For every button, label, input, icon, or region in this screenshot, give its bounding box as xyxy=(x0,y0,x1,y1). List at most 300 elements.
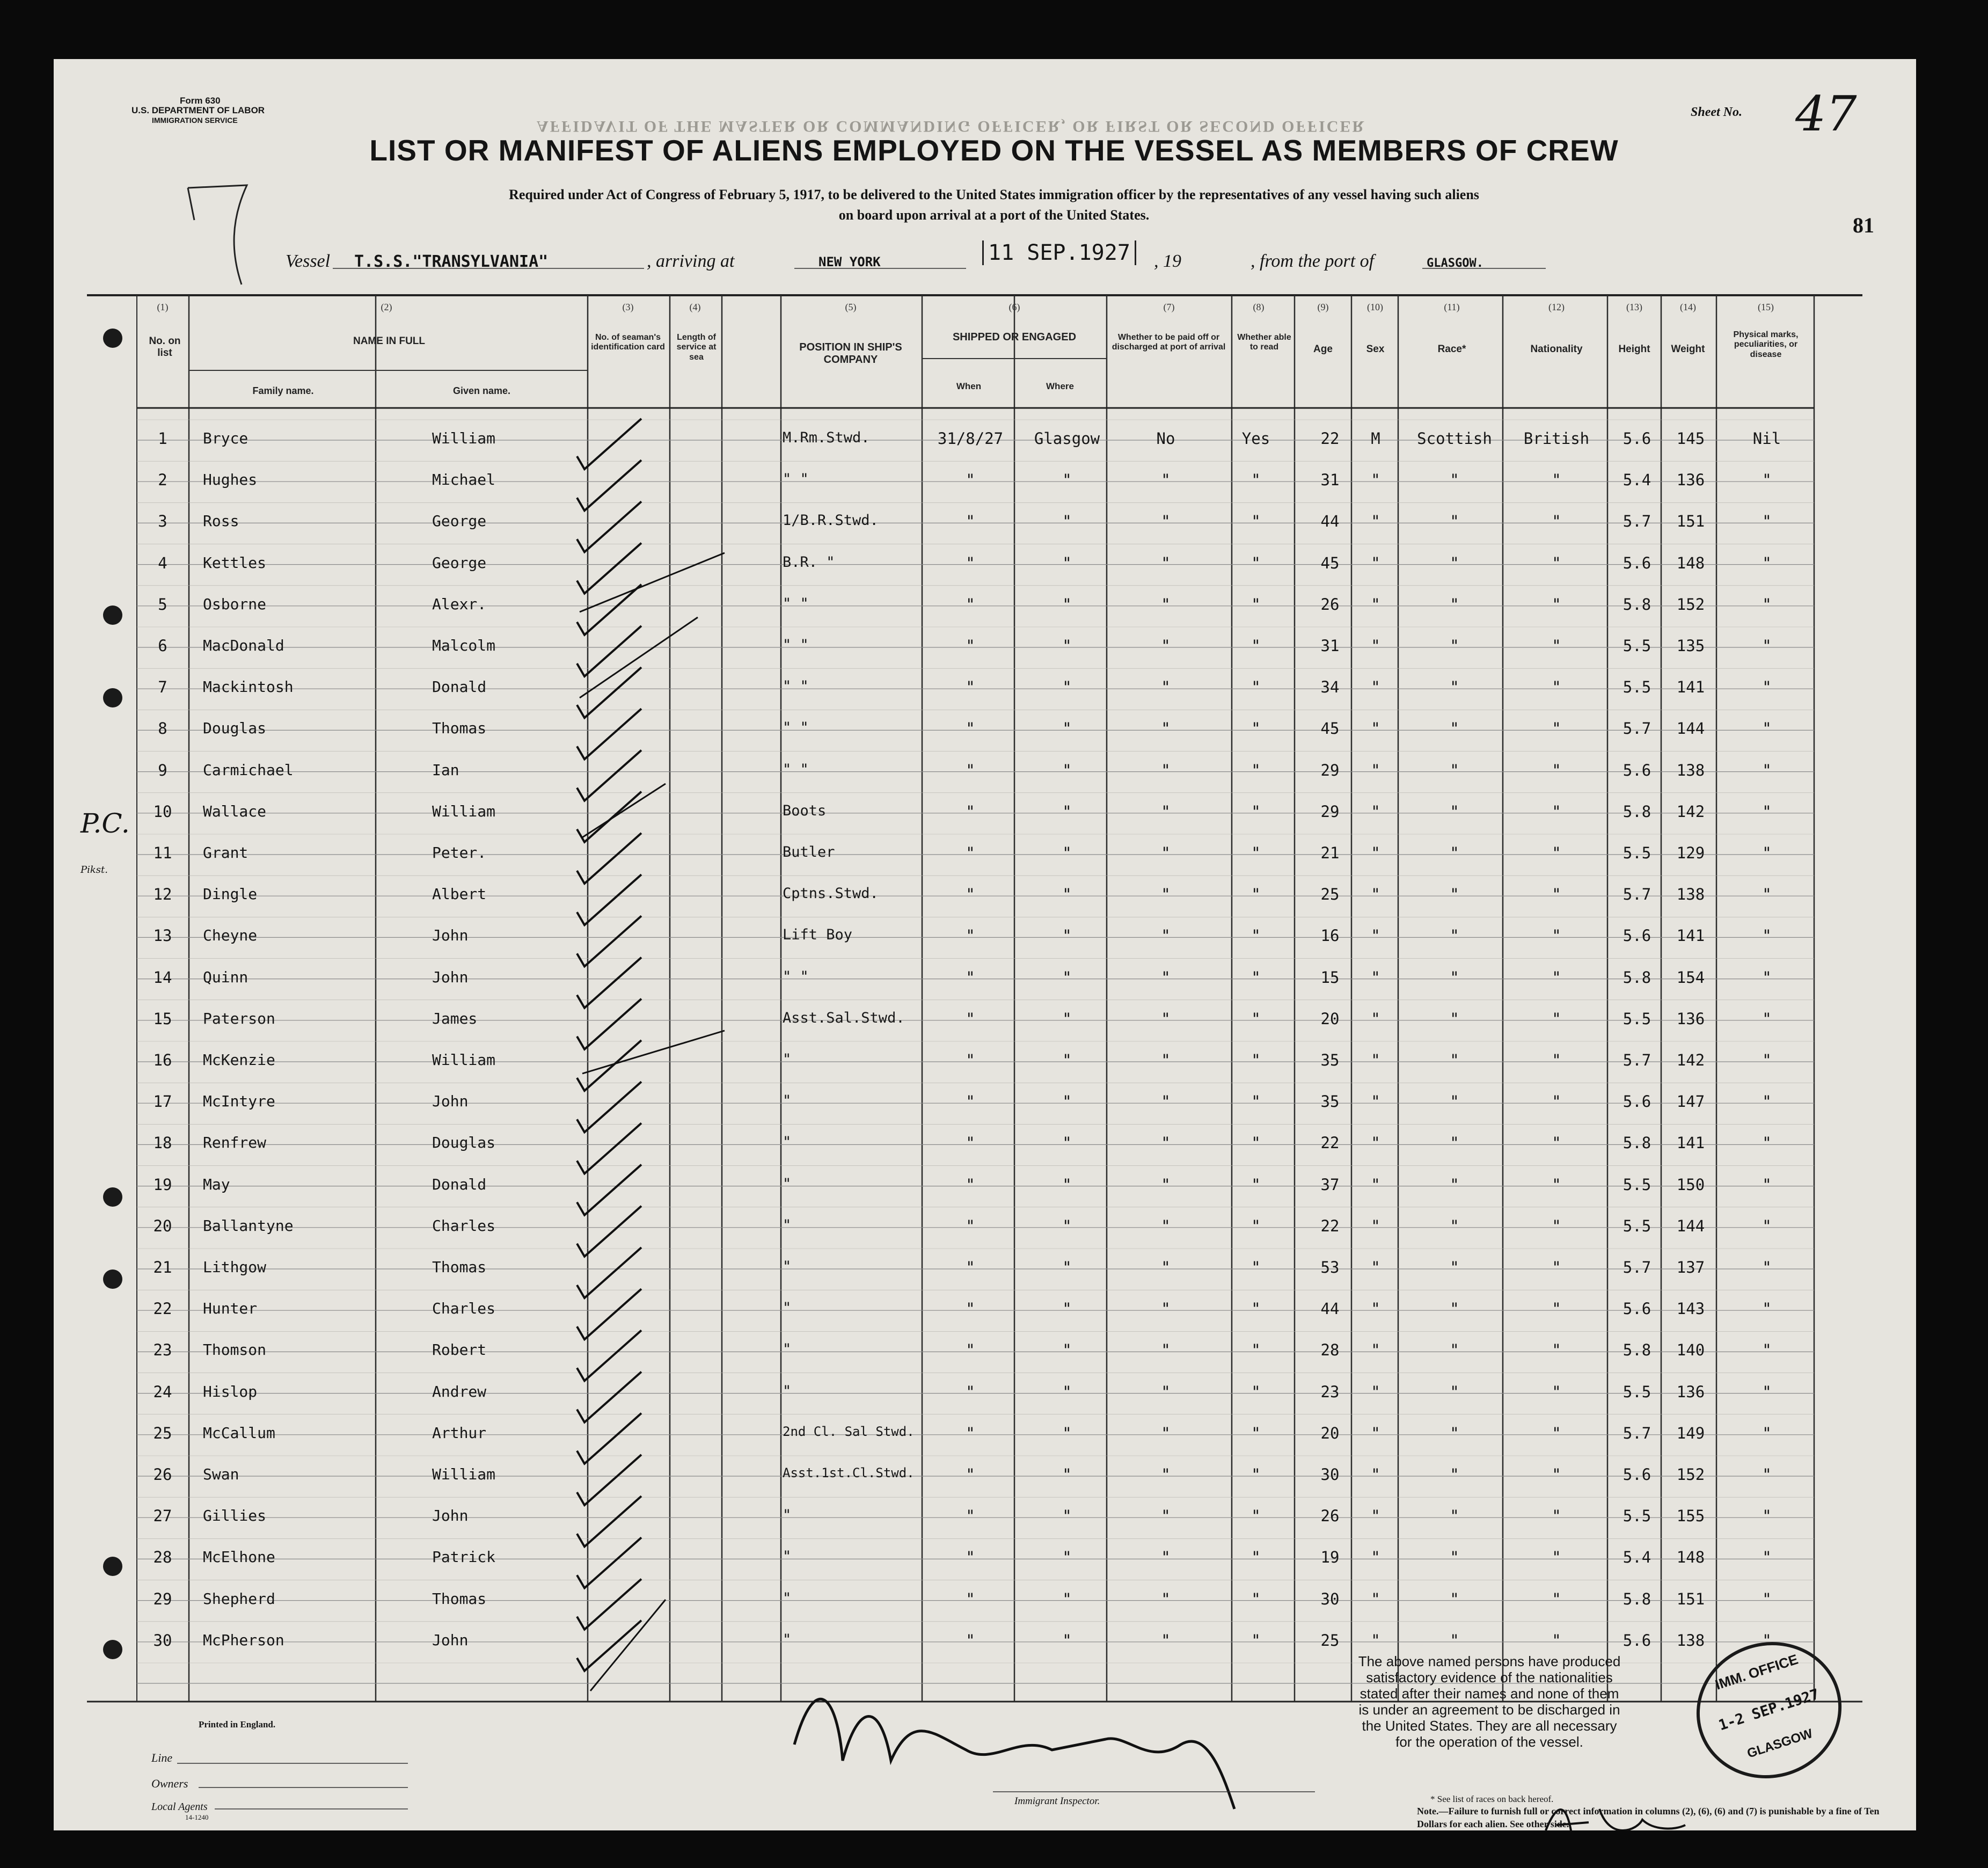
given-name: George xyxy=(432,512,487,530)
shipped-when: " xyxy=(966,553,975,572)
height: 5.8 xyxy=(1622,1589,1651,1608)
family-name: McCallum xyxy=(203,1424,275,1442)
height: 5.5 xyxy=(1622,678,1651,697)
physical-marks: " xyxy=(1762,1465,1772,1484)
position-in-company: " xyxy=(783,1092,792,1110)
shipped-when: " xyxy=(966,1092,975,1111)
certification-line: is under an agreement to be discharged in xyxy=(1358,1702,1620,1718)
shipped-when: " xyxy=(966,1507,975,1526)
footer-agents-label: Local Agents xyxy=(151,1801,208,1813)
department-label: U.S. DEPARTMENT OF LABOR xyxy=(131,105,265,115)
row-number: 21 xyxy=(153,1258,172,1276)
weight: 143 xyxy=(1676,1300,1705,1318)
shipped-where: " xyxy=(1062,844,1072,862)
position-in-company: " " xyxy=(783,678,809,695)
row-number: 27 xyxy=(153,1507,172,1526)
age: 37 xyxy=(1320,1175,1340,1194)
age: 28 xyxy=(1320,1341,1340,1360)
header-sex: Sex xyxy=(1366,344,1385,355)
able-to-read: " xyxy=(1251,719,1261,738)
nationality: " xyxy=(1552,719,1561,738)
height: 5.7 xyxy=(1622,1258,1651,1276)
sex: " xyxy=(1371,802,1380,821)
weight: 140 xyxy=(1676,1341,1705,1360)
height: 5.5 xyxy=(1622,637,1651,655)
stamp-office: IMM. OFFICE xyxy=(1713,1651,1800,1693)
able-to-read: " xyxy=(1251,844,1261,862)
family-name: Ross xyxy=(203,512,239,530)
service-label: IMMIGRATION SERVICE xyxy=(152,116,238,125)
weight: 151 xyxy=(1676,1589,1705,1608)
able-to-read: " xyxy=(1251,968,1261,987)
shipped-where: " xyxy=(1062,678,1072,697)
family-name: Mackintosh xyxy=(203,678,294,696)
header-where: Where xyxy=(1046,381,1074,391)
column-number: (11) xyxy=(1444,302,1460,312)
given-name: Michael xyxy=(432,471,496,489)
shipped-where: " xyxy=(1062,1382,1072,1401)
weight: 148 xyxy=(1676,1548,1705,1567)
race: " xyxy=(1450,926,1459,945)
sheet-number: 47 xyxy=(1795,86,1857,142)
paid-off: " xyxy=(1161,719,1171,738)
inspector-signature xyxy=(794,1699,1234,1809)
age: 20 xyxy=(1320,1009,1340,1028)
paid-off: No xyxy=(1156,429,1175,448)
header-shipped-engaged: SHIPPED OR ENGAGED xyxy=(952,331,1077,343)
row-number: 3 xyxy=(158,512,167,531)
certification-line: for the operation of the vessel. xyxy=(1395,1734,1583,1750)
form-number: Form 630 xyxy=(180,96,221,106)
nationality: " xyxy=(1552,1009,1561,1028)
weight: 150 xyxy=(1676,1175,1705,1194)
given-name: Malcolm xyxy=(432,637,496,654)
given-name: William xyxy=(432,429,496,447)
able-to-read: " xyxy=(1251,1009,1261,1028)
able-to-read: " xyxy=(1251,1216,1261,1235)
sex: " xyxy=(1371,1589,1380,1608)
paid-off: " xyxy=(1161,595,1171,614)
race: " xyxy=(1450,1341,1459,1360)
shipped-where: " xyxy=(1062,719,1072,738)
family-name: Douglas xyxy=(203,719,267,738)
paid-off: " xyxy=(1161,1092,1171,1111)
height: 5.6 xyxy=(1622,1300,1651,1318)
shipped-where: " xyxy=(1062,761,1072,779)
race: " xyxy=(1450,512,1459,531)
age: 45 xyxy=(1320,553,1340,572)
physical-marks: " xyxy=(1762,885,1772,904)
shipped-where: " xyxy=(1062,1092,1072,1111)
family-name: Carmichael xyxy=(203,761,294,779)
height: 5.7 xyxy=(1622,719,1651,738)
shipped-when: " xyxy=(966,1548,975,1567)
height: 5.6 xyxy=(1622,553,1651,572)
certification-line: The above named persons have produced xyxy=(1358,1653,1621,1669)
header-family-name: Family name. xyxy=(252,385,314,396)
race: " xyxy=(1450,1134,1459,1152)
race: " xyxy=(1450,1507,1459,1526)
nationality: " xyxy=(1552,885,1561,904)
physical-marks: " xyxy=(1762,1092,1772,1111)
column-number: (13) xyxy=(1626,302,1642,312)
shipped-when: " xyxy=(966,885,975,904)
header-position: POSITION IN SHIP'S COMPANY xyxy=(799,341,902,366)
sex: " xyxy=(1371,1216,1380,1235)
physical-marks: " xyxy=(1762,1341,1772,1360)
physical-marks: " xyxy=(1762,926,1772,945)
paid-off: " xyxy=(1161,1341,1171,1360)
race: " xyxy=(1450,595,1459,614)
pen-stroke xyxy=(582,1031,725,1074)
row-number: 9 xyxy=(158,761,167,779)
position-in-company: " " xyxy=(783,719,809,736)
physical-marks: " xyxy=(1762,844,1772,862)
bleed-through-text: AFFIDAVIT OF THE MASTER OR COMMANDING OFFICER, OR FIRST OR SECOND OFFICER xyxy=(537,118,1366,135)
position-in-company: 1/B.R.Stwd. xyxy=(783,512,879,529)
paid-off: " xyxy=(1161,1134,1171,1152)
height: 5.8 xyxy=(1622,1341,1651,1360)
row-number: 24 xyxy=(153,1382,172,1401)
given-name: Andrew xyxy=(432,1382,487,1400)
page-corner-number: 81 xyxy=(1853,213,1874,237)
stamp-date: 1-2 SEP.1927 xyxy=(1716,1685,1822,1734)
footer-agents-ref: 14-1240 xyxy=(185,1813,209,1821)
sex: " xyxy=(1371,719,1380,738)
nationality: " xyxy=(1552,1341,1561,1360)
race: " xyxy=(1450,1092,1459,1111)
race: " xyxy=(1450,1424,1459,1442)
paid-off: " xyxy=(1161,1175,1171,1194)
header-able-read: Whether able to read xyxy=(1237,333,1291,352)
height: 5.4 xyxy=(1622,1548,1651,1567)
race: " xyxy=(1450,802,1459,821)
shipped-when: " xyxy=(966,1631,975,1650)
nationality: " xyxy=(1552,1548,1561,1567)
given-name: Ian xyxy=(432,761,459,779)
position-in-company: " xyxy=(783,1382,792,1399)
nationality: " xyxy=(1552,1589,1561,1608)
physical-marks: " xyxy=(1762,1216,1772,1235)
sex: " xyxy=(1371,1051,1380,1069)
paid-off: " xyxy=(1161,761,1171,779)
paid-off: " xyxy=(1161,1258,1171,1276)
given-name: Thomas xyxy=(432,1589,487,1608)
shipped-when: " xyxy=(966,678,975,697)
row-number: 30 xyxy=(153,1631,172,1650)
header-length-service: Length of service at sea xyxy=(676,333,717,362)
family-name: McPherson xyxy=(203,1631,284,1649)
able-to-read: " xyxy=(1251,1424,1261,1442)
nationality: " xyxy=(1552,553,1561,572)
race: " xyxy=(1450,678,1459,697)
sex: " xyxy=(1371,1341,1380,1360)
shipped-when: " xyxy=(966,719,975,738)
physical-marks: " xyxy=(1762,1548,1772,1567)
column-number: (2) xyxy=(381,302,392,312)
binder-hole xyxy=(103,605,122,625)
shipped-where: " xyxy=(1062,968,1072,987)
penalty-note: Note.—Failure to furnish full or correct information in columns (2), (6), (6) and (7) is punishable by a fine of Ten Dollars for each alien. See other side. xyxy=(1417,1806,1880,1829)
family-name: Osborne xyxy=(203,595,267,613)
family-name: Paterson xyxy=(203,1009,275,1027)
given-name: Donald xyxy=(432,1175,487,1193)
header-id-card: No. of seaman's identification card xyxy=(591,333,665,352)
age: 30 xyxy=(1320,1589,1340,1608)
able-to-read: " xyxy=(1251,1589,1261,1608)
row-number: 7 xyxy=(158,678,167,697)
given-name: John xyxy=(432,1092,469,1111)
weight: 149 xyxy=(1676,1424,1705,1442)
paid-off: " xyxy=(1161,1009,1171,1028)
family-name: Swan xyxy=(203,1465,239,1483)
sex: " xyxy=(1371,1009,1380,1028)
shipped-when: " xyxy=(966,471,975,490)
shipped-where: " xyxy=(1062,512,1072,531)
column-number: (12) xyxy=(1548,302,1565,312)
position-in-company: M.Rm.Stwd. xyxy=(783,429,870,446)
sex: " xyxy=(1371,844,1380,862)
height: 5.7 xyxy=(1622,885,1651,904)
paid-off: " xyxy=(1161,1051,1171,1069)
nationality: " xyxy=(1552,968,1561,987)
shipped-where: " xyxy=(1062,926,1072,945)
position-in-company: " xyxy=(783,1051,792,1068)
shipped-where: " xyxy=(1062,802,1072,821)
race: " xyxy=(1450,1009,1459,1028)
able-to-read: " xyxy=(1251,1134,1261,1152)
physical-marks: " xyxy=(1762,1258,1772,1276)
weight: 144 xyxy=(1676,1216,1705,1235)
column-number: (8) xyxy=(1253,302,1265,312)
position-in-company: Butler xyxy=(783,844,835,860)
row-number: 5 xyxy=(158,595,167,614)
given-name: William xyxy=(432,1051,496,1069)
row-number: 18 xyxy=(153,1134,172,1152)
column-number: (1) xyxy=(157,302,169,312)
nationality: " xyxy=(1552,1216,1561,1235)
row-number: 26 xyxy=(153,1465,172,1484)
race: " xyxy=(1450,968,1459,987)
height: 5.6 xyxy=(1622,926,1651,945)
sex: " xyxy=(1371,926,1380,945)
checkmark-icon xyxy=(577,419,641,469)
given-name: William xyxy=(432,1465,496,1483)
race: " xyxy=(1450,553,1459,572)
paid-off: " xyxy=(1161,471,1171,490)
row-number: 28 xyxy=(153,1548,172,1567)
column-number: (4) xyxy=(689,302,701,312)
able-to-read: " xyxy=(1251,1051,1261,1069)
row-number: 29 xyxy=(153,1589,172,1608)
shipped-where: " xyxy=(1062,595,1072,614)
paid-off: " xyxy=(1161,1424,1171,1442)
shipped-when: " xyxy=(966,844,975,862)
header-when: When xyxy=(956,381,982,391)
given-name: Charles xyxy=(432,1300,496,1318)
able-to-read: " xyxy=(1251,1300,1261,1318)
height: 5.6 xyxy=(1622,1465,1651,1484)
age: 31 xyxy=(1320,637,1340,655)
nationality: " xyxy=(1552,1507,1561,1526)
row-number: 8 xyxy=(158,719,167,738)
shipped-when: " xyxy=(966,926,975,945)
shipped-when: " xyxy=(966,1051,975,1069)
age: 29 xyxy=(1320,761,1340,779)
given-name: Thomas xyxy=(432,1258,487,1276)
able-to-read: " xyxy=(1251,471,1261,490)
given-name: Arthur xyxy=(432,1424,487,1442)
race: " xyxy=(1450,719,1459,738)
able-to-read: " xyxy=(1251,802,1261,821)
pen-stroke xyxy=(580,553,725,612)
position-in-company: " " xyxy=(783,761,809,778)
sex: " xyxy=(1371,1382,1380,1401)
sex: " xyxy=(1371,637,1380,655)
row-number: 16 xyxy=(153,1051,172,1069)
race: " xyxy=(1450,761,1459,779)
shipped-when: " xyxy=(966,1589,975,1608)
given-name: George xyxy=(432,553,487,572)
given-name: Albert xyxy=(432,885,487,903)
able-to-read: " xyxy=(1251,1548,1261,1567)
stamp-place: GLASGOW xyxy=(1745,1726,1815,1761)
row-number: 6 xyxy=(158,637,167,655)
position-in-company: Asst.1st.Cl.Stwd. xyxy=(783,1465,915,1480)
weight: 144 xyxy=(1676,719,1705,738)
height: 5.8 xyxy=(1622,1134,1651,1152)
shipped-when: " xyxy=(966,1300,975,1318)
physical-marks: " xyxy=(1762,1507,1772,1526)
nationality: " xyxy=(1552,1382,1561,1401)
height: 5.7 xyxy=(1622,1424,1651,1442)
printed-in-label: Printed in England. xyxy=(199,1719,276,1730)
header-no-on-list: No. on list xyxy=(149,335,181,359)
physical-marks: " xyxy=(1762,761,1772,779)
physical-marks: " xyxy=(1762,637,1772,655)
family-name: Shepherd xyxy=(203,1589,275,1608)
column-number: (7) xyxy=(1163,302,1175,312)
arriving-label: , arriving at xyxy=(647,251,735,271)
column-number: (9) xyxy=(1317,302,1329,312)
race: " xyxy=(1450,1382,1459,1401)
family-name: Thomson xyxy=(203,1341,267,1359)
race: " xyxy=(1450,1175,1459,1194)
physical-marks: " xyxy=(1762,1589,1772,1608)
physical-marks: " xyxy=(1762,512,1772,531)
position-in-company: " " xyxy=(783,595,809,612)
paid-off: " xyxy=(1161,553,1171,572)
age: 25 xyxy=(1320,885,1340,904)
nationality: " xyxy=(1552,471,1561,490)
certification-text xyxy=(1280,1653,1699,1750)
family-name: Ballantyne xyxy=(203,1216,294,1235)
sex: " xyxy=(1371,1258,1380,1276)
physical-marks: Nil xyxy=(1752,429,1781,448)
age: 22 xyxy=(1320,429,1340,448)
certification-line: the United States. They are all necessary xyxy=(1362,1718,1617,1734)
age: 29 xyxy=(1320,802,1340,821)
race: " xyxy=(1450,637,1459,655)
paid-off: " xyxy=(1161,1465,1171,1484)
given-name: Peter. xyxy=(432,844,487,862)
binder-hole xyxy=(103,1640,122,1659)
height: 5.6 xyxy=(1622,429,1651,448)
weight: 137 xyxy=(1676,1258,1705,1276)
paid-off: " xyxy=(1161,885,1171,904)
nationality: " xyxy=(1552,802,1561,821)
weight: 141 xyxy=(1676,678,1705,697)
sex: " xyxy=(1371,471,1380,490)
shipped-when: " xyxy=(966,595,975,614)
nationality: " xyxy=(1552,1051,1561,1069)
physical-marks: " xyxy=(1762,1175,1772,1194)
shipped-where: " xyxy=(1062,1507,1072,1526)
column-number: (3) xyxy=(622,302,634,312)
position-in-company: " xyxy=(783,1300,792,1317)
shipped-where: " xyxy=(1062,1009,1072,1028)
vessel-name: T.S.S."TRANSYLVANIA" xyxy=(354,252,549,271)
paid-off: " xyxy=(1161,678,1171,697)
family-name: Bryce xyxy=(203,429,248,447)
position-in-company: Asst.Sal.Stwd. xyxy=(783,1009,905,1026)
nationality: " xyxy=(1552,1300,1561,1318)
physical-marks: " xyxy=(1762,968,1772,987)
position-in-company: " xyxy=(783,1631,792,1648)
sex: " xyxy=(1371,553,1380,572)
sex: " xyxy=(1371,761,1380,779)
age: 34 xyxy=(1320,678,1340,697)
shipped-where: " xyxy=(1062,1216,1072,1235)
weight: 147 xyxy=(1676,1092,1705,1111)
nationality: " xyxy=(1552,1424,1561,1442)
weight: 135 xyxy=(1676,637,1705,655)
certification-line: stated after their names and none of them xyxy=(1360,1685,1619,1702)
shipped-when: " xyxy=(966,1175,975,1194)
nationality: " xyxy=(1552,1258,1561,1276)
weight: 136 xyxy=(1676,1382,1705,1401)
shipped-where: " xyxy=(1062,1589,1072,1608)
nationality: " xyxy=(1552,595,1561,614)
position-in-company: " " xyxy=(783,471,809,488)
nationality: " xyxy=(1552,512,1561,531)
given-name: Charles xyxy=(432,1216,496,1235)
header-given-name: Given name. xyxy=(452,385,511,396)
certification-line: satisfactory evidence of the nationalities xyxy=(1366,1669,1613,1685)
row-number: 25 xyxy=(153,1424,172,1442)
position-in-company: " xyxy=(783,1134,792,1151)
binder-hole xyxy=(103,329,122,348)
weight: 138 xyxy=(1676,1631,1705,1650)
sex: " xyxy=(1371,885,1380,904)
sex: " xyxy=(1371,968,1380,987)
family-name: Cheyne xyxy=(203,926,258,945)
sex: " xyxy=(1371,1092,1380,1111)
paid-off: " xyxy=(1161,1300,1171,1318)
given-name: John xyxy=(432,968,469,986)
race: " xyxy=(1450,1631,1459,1650)
height: 5.4 xyxy=(1622,471,1651,490)
arrival-port: NEW YORK xyxy=(818,254,881,269)
physical-marks: " xyxy=(1762,678,1772,697)
height: 5.6 xyxy=(1622,761,1651,779)
height: 5.5 xyxy=(1622,844,1651,862)
row-number: 17 xyxy=(153,1092,172,1111)
age: 44 xyxy=(1320,1300,1340,1318)
physical-marks: " xyxy=(1762,1009,1772,1028)
weight: 155 xyxy=(1676,1507,1705,1526)
given-name: Robert xyxy=(432,1341,487,1359)
